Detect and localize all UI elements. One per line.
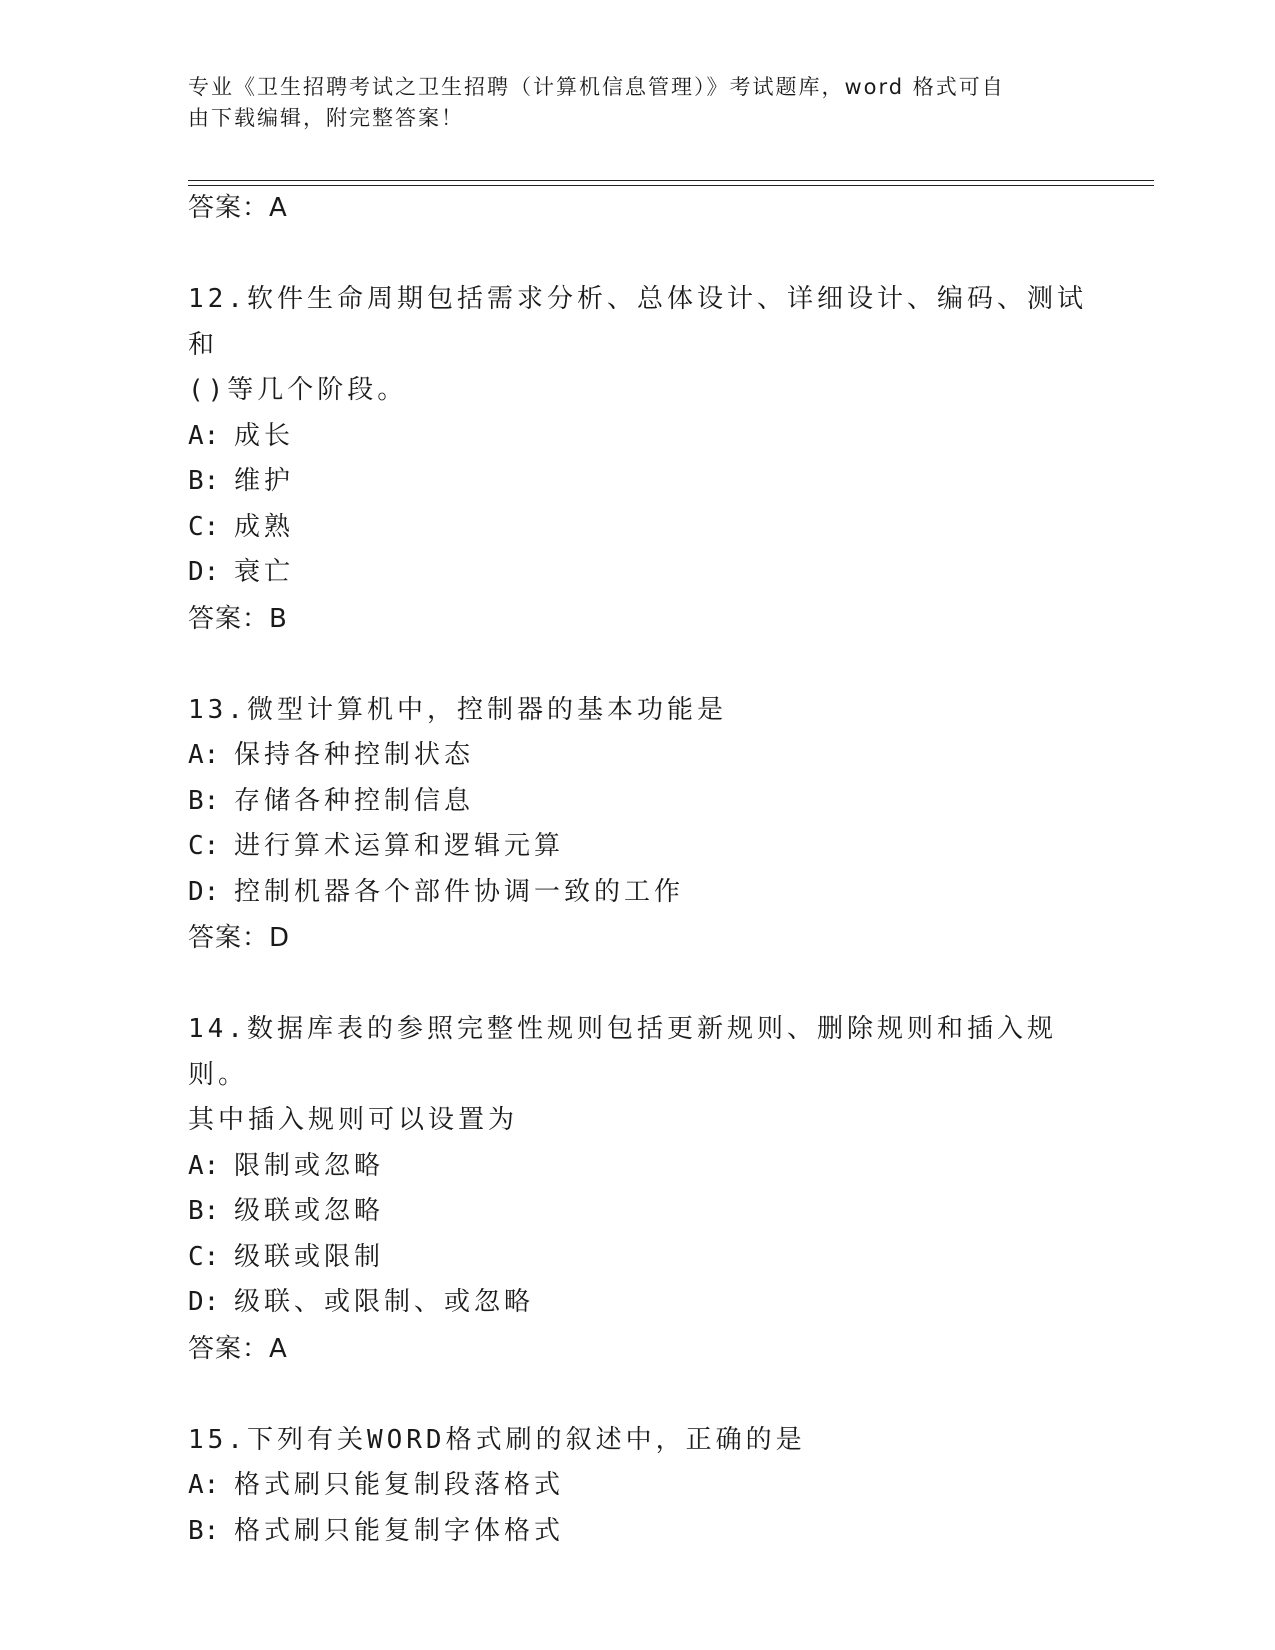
option-key: A: (188, 1470, 220, 1500)
question-list (188, 185, 1088, 1554)
option-key: B: (188, 466, 220, 496)
option-text: 级联、或限制、或忽略 (234, 1287, 535, 1317)
question-stem: 13.微型计算机中，控制器的基本功能是 (188, 694, 727, 725)
header-divider-top (188, 180, 1154, 181)
option-d (188, 550, 1088, 596)
option-c (188, 1235, 1088, 1281)
option-key: D: (188, 876, 220, 907)
option-key: C: (188, 831, 220, 861)
answer-line: 答案：A (188, 193, 288, 223)
question-stem: 14.数据库表的参照完整性规则包括更新规则、删除规则和插入规则。 (188, 1014, 1057, 1090)
option-a (188, 733, 1088, 779)
answer-line: 答案：D (188, 923, 291, 953)
option-b (188, 1509, 1088, 1555)
option-text: 格式刷只能复制字体格式 (234, 1515, 565, 1546)
option-key: D: (188, 557, 220, 587)
question-13 (188, 688, 1088, 962)
option-text: 衰亡 (234, 557, 295, 587)
option-text: 成熟 (234, 511, 295, 542)
option-text: 级联或限制 (234, 1241, 385, 1272)
document-header (188, 72, 1068, 134)
question-stem: 12.软件生命周期包括需求分析、总体设计、详细设计、编码、测试和 (188, 284, 1087, 360)
option-key: B: (188, 1196, 220, 1226)
question-stem: 15.下列有关WORD格式刷的叙述中，正确的是 (188, 1424, 806, 1455)
option-key: A: (188, 1150, 220, 1181)
option-text: 级联或忽略 (234, 1196, 385, 1226)
option-key: D: (188, 1287, 220, 1317)
question-12 (188, 277, 1088, 642)
option-b (188, 1189, 1088, 1235)
option-c (188, 824, 1088, 870)
answer-line: 答案：B (188, 603, 288, 634)
question-stem: 其中插入规则可以设置为 (188, 1105, 519, 1135)
option-text: 进行算术运算和逻辑元算 (234, 831, 565, 861)
option-key: B: (188, 1515, 220, 1546)
option-key: A: (188, 420, 220, 451)
option-text: 维护 (234, 466, 295, 496)
option-b (188, 459, 1088, 505)
option-key: C: (188, 1241, 220, 1272)
option-text: 格式刷只能复制段落格式 (234, 1470, 565, 1500)
option-text: 限制或忽略 (234, 1150, 385, 1181)
question-15 (188, 1418, 1088, 1555)
header-line-2: 由下载编辑，附完整答案！ (188, 106, 464, 130)
option-key: B: (188, 785, 220, 816)
option-key: A: (188, 740, 220, 770)
question-14 (188, 1007, 1088, 1372)
option-d (188, 870, 1088, 916)
option-a (188, 1144, 1088, 1190)
option-d (188, 1280, 1088, 1326)
option-a (188, 414, 1088, 460)
question-stem: ()等几个阶段。 (188, 375, 408, 405)
option-b (188, 779, 1088, 825)
option-text: 控制机器各个部件协调一致的工作 (234, 876, 685, 907)
option-a (188, 1463, 1088, 1509)
option-text: 保持各种控制状态 (234, 740, 475, 770)
option-c (188, 505, 1088, 551)
option-key: C: (188, 511, 220, 542)
option-text: 存储各种控制信息 (234, 785, 475, 816)
option-text: 成长 (234, 420, 295, 451)
answer-line: 答案：A (188, 1333, 288, 1364)
header-line-1: 专业《卫生招聘考试之卫生招聘（计算机信息管理）》考试题库，word 格式可自 (188, 75, 1005, 99)
